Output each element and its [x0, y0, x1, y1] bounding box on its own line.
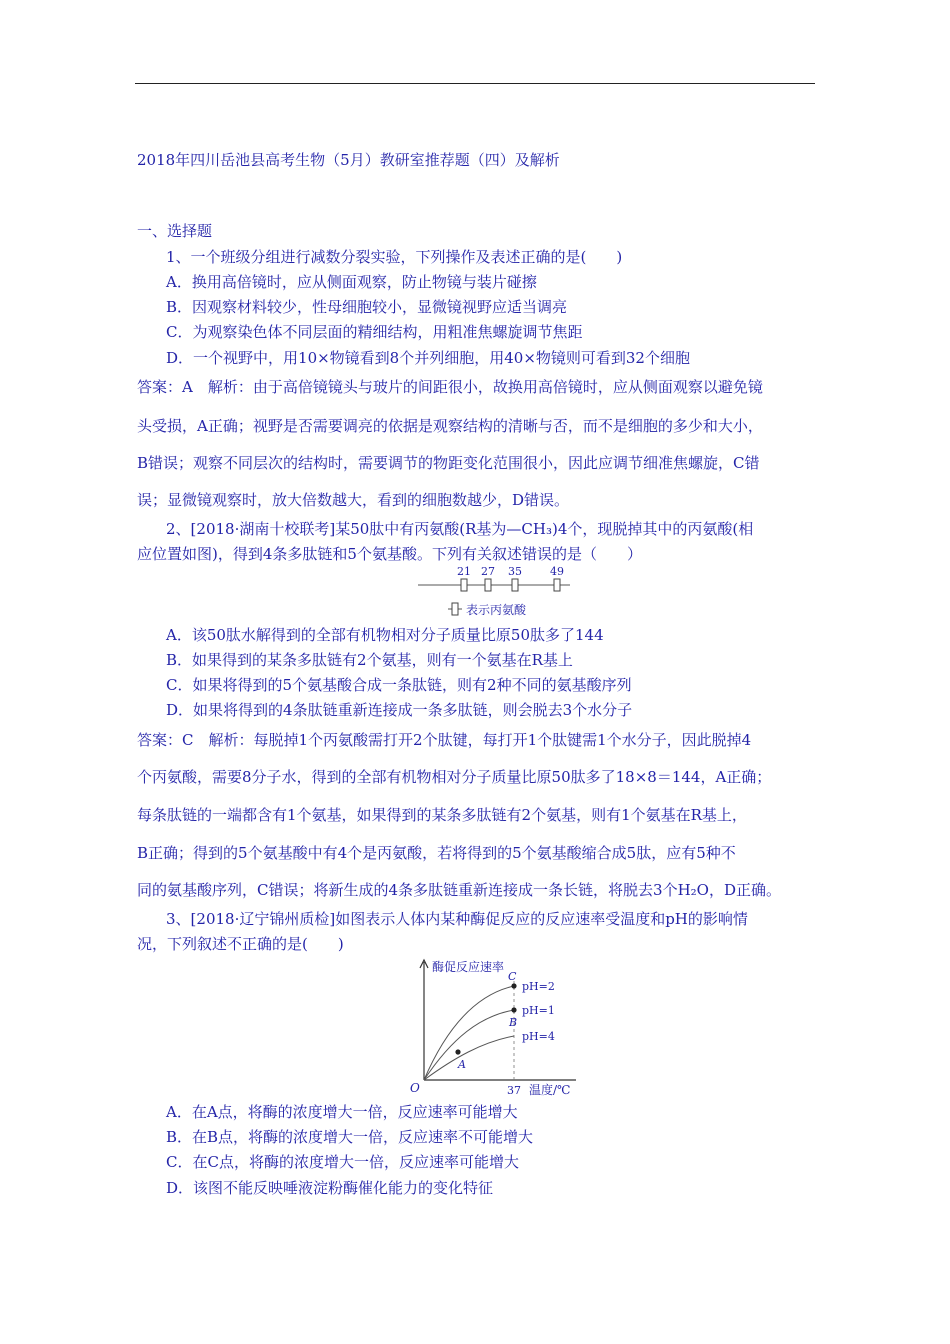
alanine-marker-27	[481, 565, 495, 591]
point-label-b: B	[509, 1016, 518, 1029]
q2-answer-line-1: 答案：C 解析：每脱掉1个丙氨酸需打开2个肽键，每打开1个肽键需1个水分子，因此脱掉4	[137, 731, 752, 749]
enzyme-rate-chart	[408, 956, 588, 1098]
point-label-c: C	[508, 970, 517, 983]
page-title: 2018年四川岳池县高考生物（5月）教研室推荐题（四）及解析	[137, 151, 560, 169]
q2-option-b: B．如果得到的某条多肽链有2个氨基，则有一个氨基在R基上	[166, 651, 573, 669]
alanine-marker-35	[508, 565, 522, 591]
section-heading: 一、选择题	[137, 222, 213, 240]
q2-answer-line-5: 同的氨基酸序列，C错误；将新生成的4条多肽链重新连接成一条长链，将脱去3个H₂O，D正确。	[137, 881, 781, 899]
q1-option-d: D．一个视野中，用10×物镜看到8个并列细胞，用40×物镜则可看到32个细胞	[166, 349, 690, 367]
q2-option-c: C．如果将得到的5个氨基酸合成一条肽链，则有2种不同的氨基酸序列	[166, 676, 632, 694]
q1-answer-line-2: 头受损，A正确；视野是否需要调亮的依据是观察结构的清晰与否，而不是细胞的多少和大小，	[137, 417, 763, 435]
series-label-ph2: pH=2	[522, 980, 555, 993]
q1-option-a: A．换用高倍镜时，应从侧面观察，防止物镜与装片碰擦	[166, 273, 537, 291]
point-a	[455, 1049, 460, 1054]
q1-stem: 1、一个班级分组进行减数分裂实验，下列操作及表述正确的是( )	[166, 248, 623, 266]
point-b	[511, 1007, 516, 1012]
legend-text: 表示丙氨酸	[466, 603, 527, 617]
origin-label: O	[410, 1081, 420, 1095]
q1-option-c: C．为观察染色体不同层面的精细结构，用粗准焦螺旋调节焦距	[166, 323, 583, 341]
q2-stem-line-2: 应位置如图)，得到4条多肽链和5个氨基酸。下列有关叙述错误的是（ ）	[137, 545, 642, 563]
q3-option-d: D．该图不能反映唾液淀粉酶催化能力的变化特征	[166, 1179, 494, 1197]
q3-stem-line-1: 3、[2018·辽宁锦州质检]如图表示人体内某种酶促反应的反应速率受温度和pH的影响情	[166, 910, 748, 928]
position-label: 49	[550, 565, 564, 578]
q2-option-a: A．该50肽水解得到的全部有机物相对分子质量比原50肽多了144	[166, 626, 604, 644]
q1-answer-line-3: B错误；观察不同层次的结构时，需要调节的物距变化范围很小，因此应调节细准焦螺旋，C错	[137, 454, 760, 472]
q3-option-a: A．在A点，将酶的浓度增大一倍，反应速率可能增大	[166, 1103, 518, 1121]
header-rule	[135, 83, 815, 84]
series-line-ph1	[424, 1010, 514, 1080]
figure-legend	[448, 603, 527, 617]
point-c	[511, 983, 516, 988]
position-label: 35	[508, 565, 522, 578]
position-label: 27	[481, 565, 495, 578]
q2-answer-line-2: 个丙氨酸，需要8分子水，得到的全部有机物相对分子质量比原50肽多了18×8＝144，A正确；	[137, 768, 772, 786]
q2-stem-line-1: 2、[2018·湖南十校联考]某50肽中有丙氨酸(R基为—CH₃)4个，现脱掉其中的丙氨酸(相	[166, 520, 754, 538]
point-label-a: A	[458, 1058, 466, 1071]
q3-option-c: C．在C点，将酶的浓度增大一倍，反应速率可能增大	[166, 1153, 519, 1171]
q2-option-d: D．如果将得到的4条肽链重新连接成一条多肽链，则会脱去3个水分子	[166, 701, 633, 719]
q3-stem-line-2: 况，下列叙述不正确的是( )	[137, 935, 344, 953]
q3-option-b: B．在B点，将酶的浓度增大一倍，反应速率不可能增大	[166, 1128, 534, 1146]
series-line-ph2	[424, 986, 514, 1080]
q2-answer-line-4: B正确；得到的5个氨基酸中有4个是丙氨酸，若将得到的5个氨基酸缩合成5肽，应有5种不	[137, 844, 736, 862]
x-axis-label: 温度/℃	[529, 1083, 571, 1097]
position-label: 21	[457, 565, 471, 578]
series-label-ph1: pH=1	[522, 1004, 555, 1017]
y-axis-label: 酶促反应速率	[432, 960, 505, 974]
q1-answer-line-1: 答案：A 解析：由于高倍镜镜头与玻片的间距很小，故换用高倍镜时，应从侧面观察以避免镜	[137, 378, 763, 396]
peptide-figure	[410, 565, 580, 621]
alanine-marker-21	[457, 565, 471, 591]
q2-answer-line-3: 每条肽链的一端都含有1个氨基，如果得到的某条多肽链有2个氨基，则有1个氨基在R基上，	[137, 806, 747, 824]
alanine-marker-49	[550, 565, 564, 591]
q1-option-b: B．因观察材料较少，性母细胞较小，显微镜视野应适当调亮	[166, 298, 568, 316]
series-label-ph4: pH=4	[522, 1030, 555, 1043]
series-line-ph4	[424, 1036, 514, 1080]
x-tick-label: 37	[507, 1084, 521, 1097]
q1-answer-line-4: 误；显微镜观察时，放大倍数越大，看到的细胞数越少，D错误。	[137, 491, 570, 509]
